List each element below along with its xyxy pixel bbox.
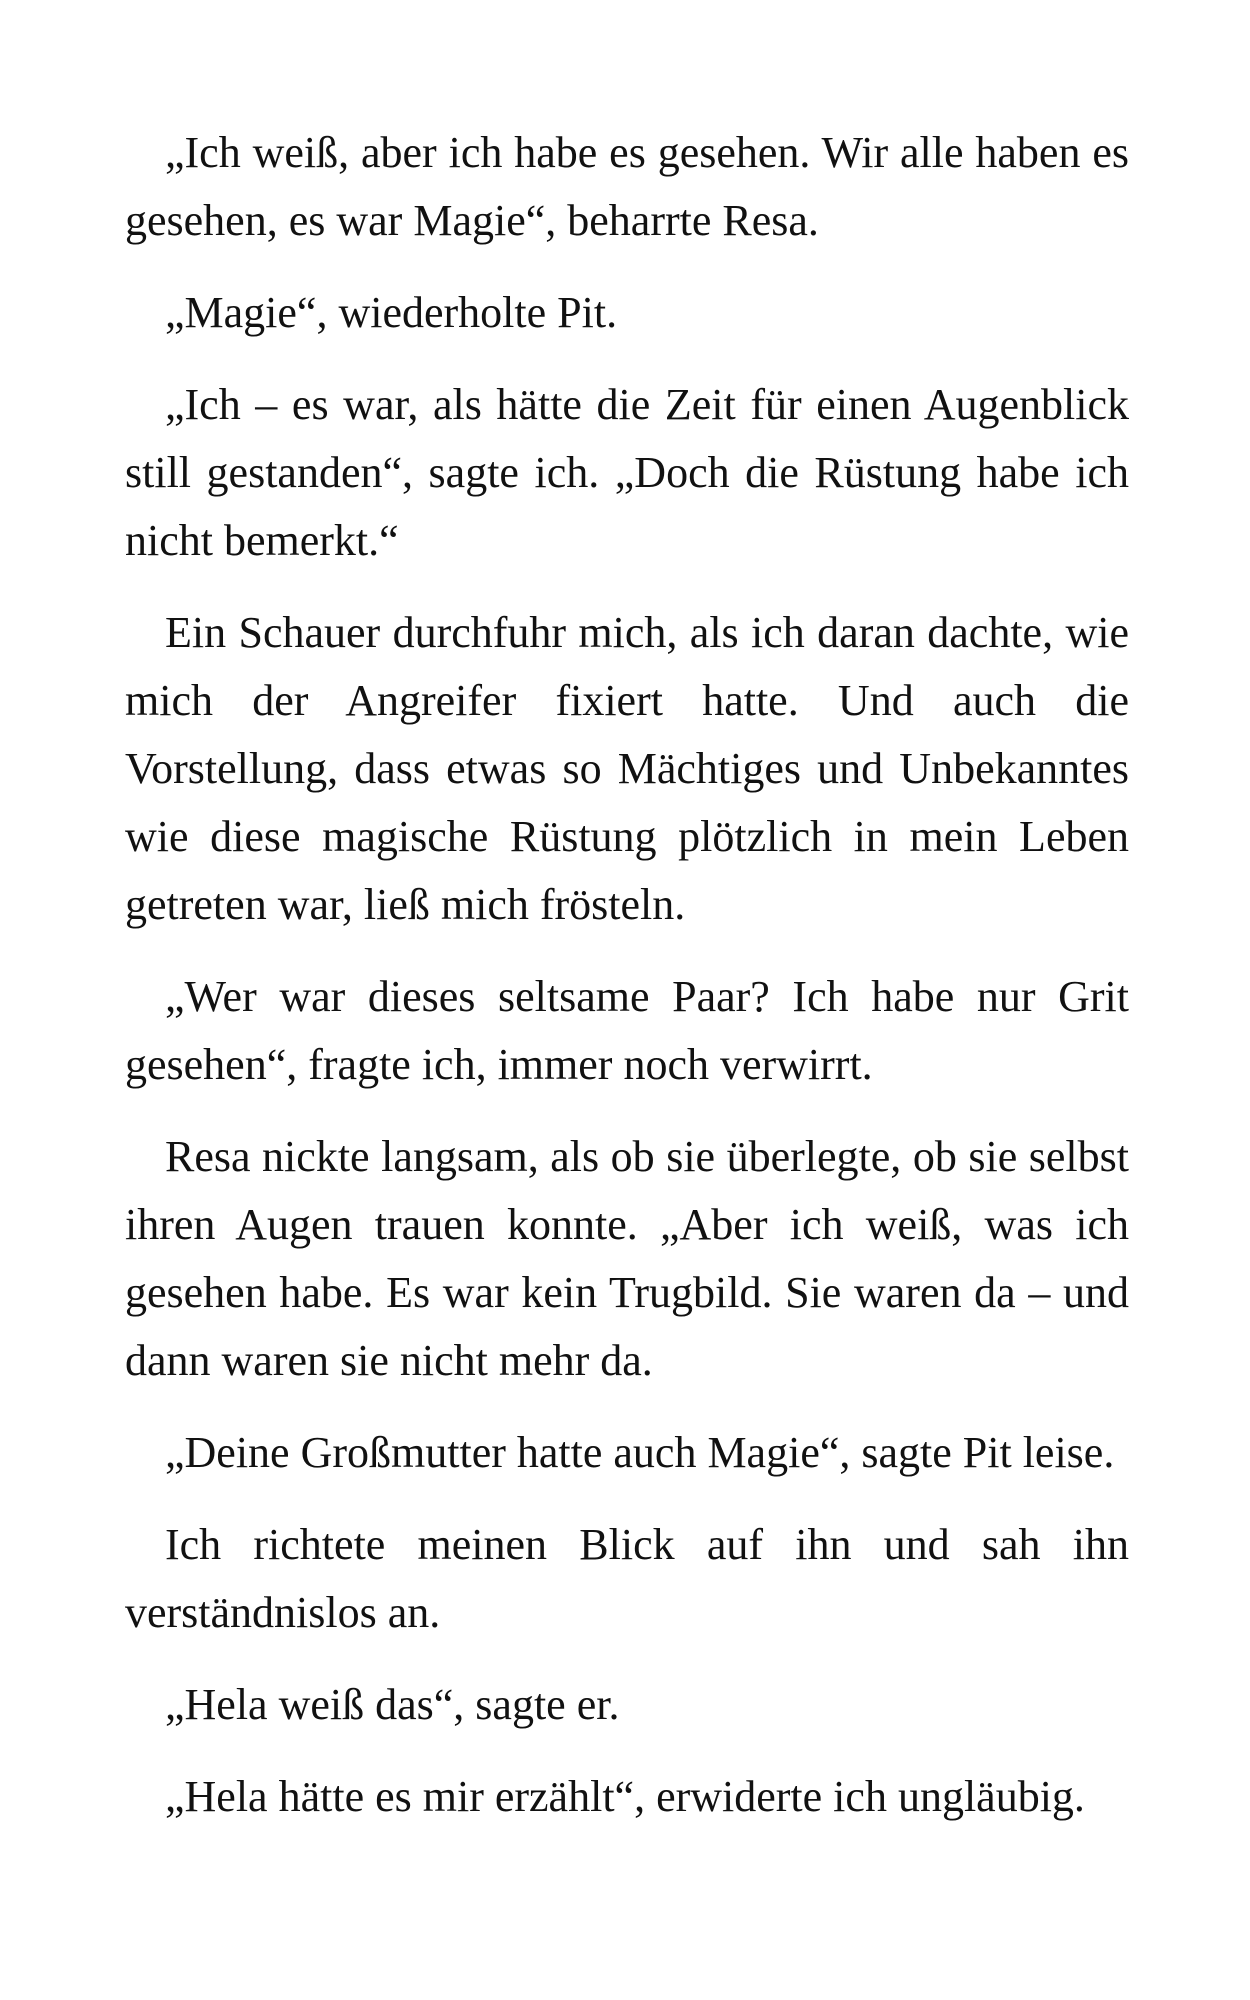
- paragraph-7: „Deine Großmutter hatte auch Magie“, sagte Pit leise.: [165, 1428, 1115, 1477]
- paragraph-2: „Magie“, wiederholte Pit.: [165, 288, 618, 337]
- paragraph-10: „Hela hätte es mir erzählt“, erwiderte ich ungläubig.: [165, 1772, 1085, 1821]
- paragraph-3: „Ich – es war, als hätte die Zeit für einen Augenblick still gestanden“, sagte ich. „Doch die Rüstung habe ich nicht bemerkt.“: [125, 380, 1129, 565]
- paragraph-5: „Wer war dieses seltsame Paar? Ich habe nur Grit gesehen“, fragte ich, immer noch verwirrt.: [125, 972, 1129, 1089]
- paragraph-8: Ich richtete meinen Blick auf ihn und sah ihn verständnislos an.: [125, 1520, 1129, 1637]
- paragraph-4: Ein Schauer durchfuhr mich, als ich daran dachte, wie mich der Angreifer fixiert hatte. Und auch die Vorstellung, dass etwas so Mächtiges und Unbekanntes wie diese magische Rüstung plötzlich in mein Leben getreten war, ließ mich frösteln.: [125, 608, 1129, 929]
- paragraph-6: Resa nickte langsam, als ob sie überlegte, ob sie selbst ihren Augen trauen konnte. „Aber ich weiß, was ich gesehen habe. Es war kein Trugbild. Sie waren da – und dann waren sie nicht mehr da.: [125, 1132, 1129, 1385]
- book-page: [125, 119, 1129, 1855]
- paragraph-9: „Hela weiß das“, sagte er.: [165, 1680, 620, 1729]
- paragraph-1: „Ich weiß, aber ich habe es gesehen. Wir alle haben es gesehen, es war Magie“, beharrte Resa.: [125, 128, 1129, 245]
